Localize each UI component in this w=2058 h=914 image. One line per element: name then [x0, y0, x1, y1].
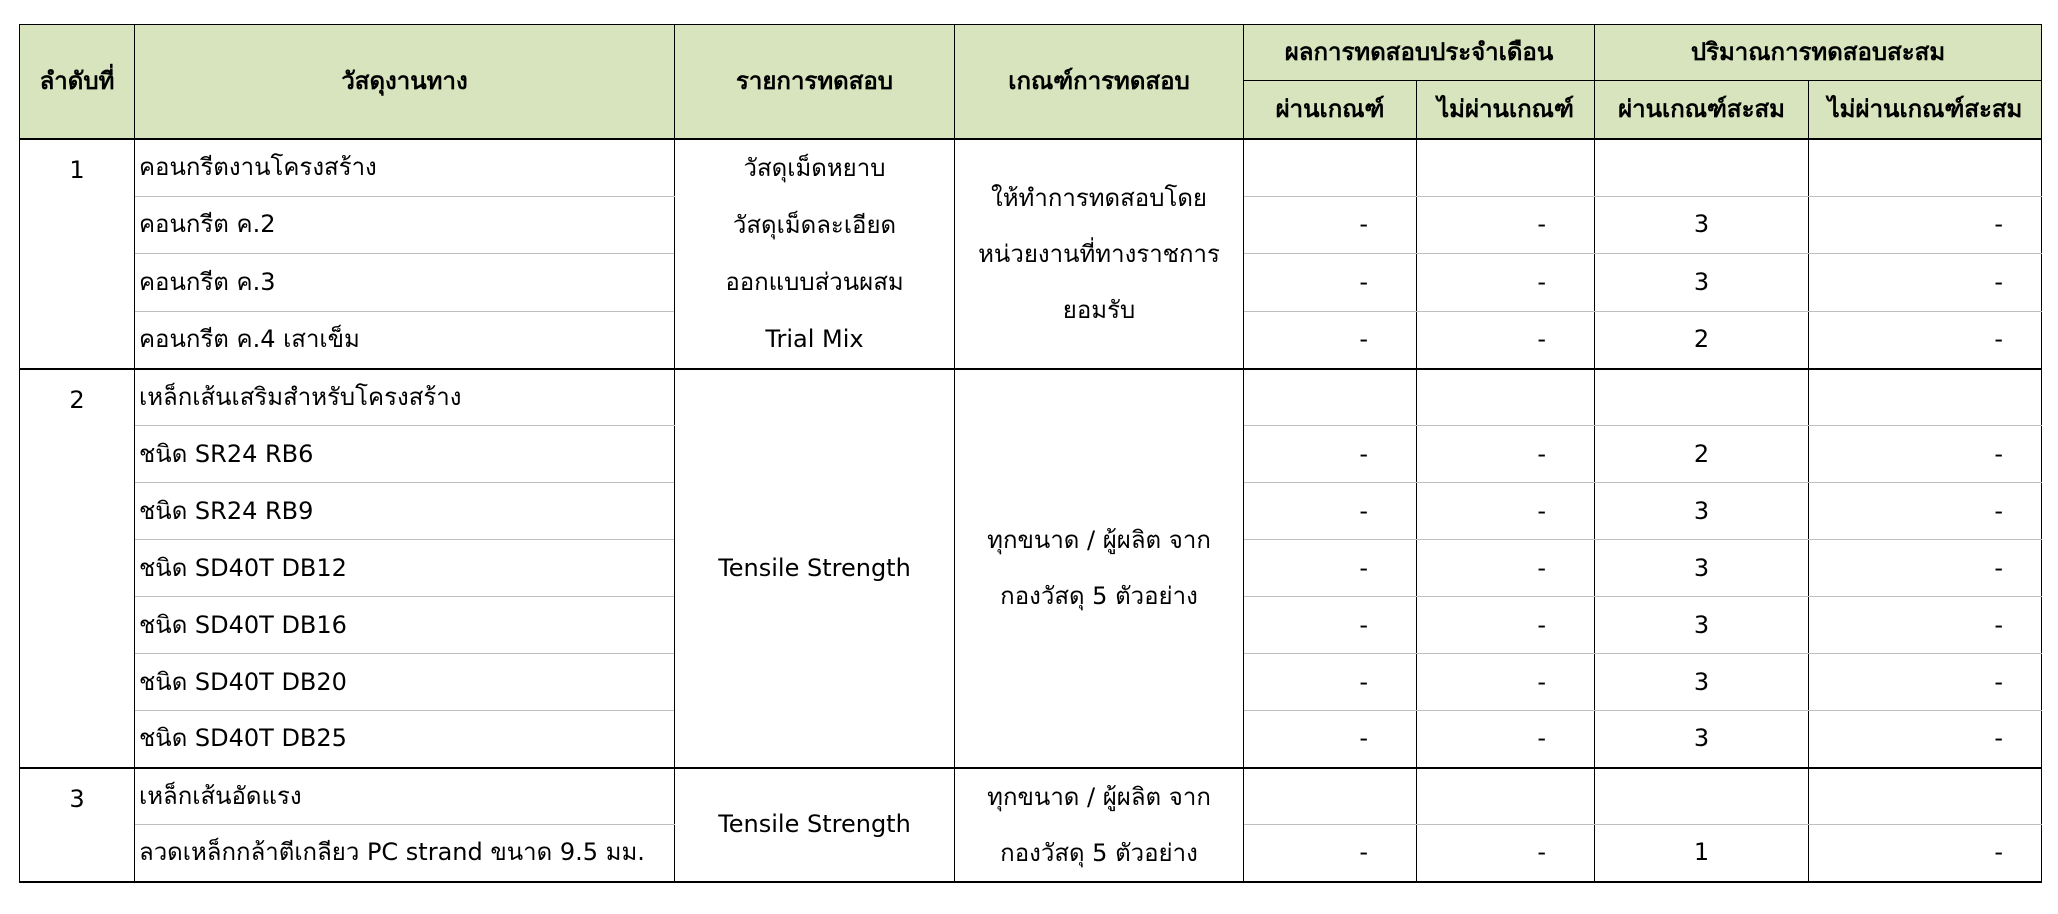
fail-value: -	[1417, 483, 1595, 540]
table-row	[20, 369, 2042, 426]
table-row	[20, 768, 2042, 825]
fail-cumulative-value: -	[1809, 196, 2042, 254]
fail-value: -	[1417, 311, 1595, 369]
header-fail-cumulative: ไม่ผ่านเกณฑ์สะสม	[1809, 81, 2042, 139]
pass-cumulative-value: 3	[1595, 483, 1809, 540]
pass-cumulative-value: 3	[1595, 654, 1809, 711]
pass-cumulative-value: 3	[1595, 711, 1809, 768]
material-name: คอนกรีต ค.3	[135, 254, 675, 312]
fail-value: -	[1417, 426, 1595, 483]
fail-cumulative-value: -	[1809, 540, 2042, 597]
test-item-line: Tensile Strength	[718, 810, 911, 839]
criteria-line: กองวัสดุ 5 ตัวอย่าง	[1000, 838, 1198, 867]
pass-cumulative-value: 2	[1595, 426, 1809, 483]
criteria-line: ยอมรับ	[1062, 295, 1136, 324]
criteria-line: ทุกขนาด / ผู้ผลิต จาก	[987, 526, 1211, 554]
fail-value: -	[1417, 711, 1595, 768]
pass-value: -	[1244, 196, 1417, 254]
fail-cumulative-value: -	[1809, 483, 2042, 540]
material-name: ชนิด SR24 RB6	[135, 426, 675, 483]
fail-value: -	[1417, 196, 1595, 254]
material-name: ชนิด SD40T DB25	[135, 711, 675, 768]
table-body	[20, 139, 2042, 882]
test-item-line: วัสดุเม็ดละเอียด	[732, 210, 897, 239]
table-header	[20, 25, 2042, 139]
test-item-cell	[675, 139, 955, 369]
header-no: ลำดับที่	[20, 25, 135, 139]
fail-cumulative-value: -	[1809, 254, 2042, 312]
fail-value: -	[1417, 540, 1595, 597]
fail-cumulative-value: -	[1809, 654, 2042, 711]
pass-value: -	[1244, 254, 1417, 312]
criteria-cell	[955, 139, 1244, 369]
pass-value: -	[1244, 426, 1417, 483]
pass-value: -	[1244, 311, 1417, 369]
criteria-cell	[955, 768, 1244, 882]
test-item-line: Trial Mix	[765, 324, 864, 353]
pass-value: -	[1244, 483, 1417, 540]
fail-cumulative-value: -	[1809, 597, 2042, 654]
test-item-cell	[675, 768, 955, 882]
fail-cumulative-value: -	[1809, 426, 2042, 483]
header-criteria: เกณฑ์การทดสอบ	[955, 25, 1244, 139]
pass-value: -	[1244, 540, 1417, 597]
criteria-line: หน่วยงานที่ทางราชการ	[978, 239, 1220, 268]
material-name: ชนิด SD40T DB16	[135, 597, 675, 654]
criteria-cell	[955, 369, 1244, 768]
header-monthly-result: ผลการทดสอบประจำเดือน	[1244, 25, 1595, 81]
fail-value: -	[1417, 825, 1595, 882]
material-name: คอนกรีต ค.2	[135, 196, 675, 254]
header-cumulative: ปริมาณการทดสอบสะสม	[1595, 25, 2042, 81]
group-number: 1	[20, 139, 135, 369]
criteria-line: ให้ทำการทดสอบโดย	[991, 183, 1207, 212]
pass-value: -	[1244, 711, 1417, 768]
pass-value: -	[1244, 654, 1417, 711]
pass-cumulative-value: 3	[1595, 540, 1809, 597]
test-results-table	[19, 24, 2042, 883]
pass-cumulative-value: 3	[1595, 196, 1809, 254]
pass-cumulative-value: 3	[1595, 254, 1809, 312]
criteria-line: กองวัสดุ 5 ตัวอย่าง	[1000, 582, 1198, 610]
fail-value: -	[1417, 654, 1595, 711]
group-number: 3	[20, 768, 135, 882]
pass-cumulative-value: 3	[1595, 597, 1809, 654]
pass-cumulative-value: 1	[1595, 825, 1809, 882]
material-name: ชนิด SD40T DB20	[135, 654, 675, 711]
fail-value: -	[1417, 597, 1595, 654]
table-row	[20, 139, 2042, 197]
group-title: เหล็กเส้นอัดแรง	[135, 768, 675, 825]
test-item-line: วัสดุเม็ดหยาบ	[743, 153, 886, 182]
header-test-item: รายการทดสอบ	[675, 25, 955, 139]
material-name: ลวดเหล็กกล้าตีเกลียว PC strand ขนาด 9.5 มม.	[135, 825, 675, 882]
group-number: 2	[20, 369, 135, 768]
test-item-line: Tensile Strength	[718, 553, 911, 582]
group-title: เหล็กเส้นเสริมสำหรับโครงสร้าง	[135, 369, 675, 426]
material-name: ชนิด SD40T DB12	[135, 540, 675, 597]
fail-cumulative-value: -	[1809, 311, 2042, 369]
pass-cumulative-value: 2	[1595, 311, 1809, 369]
fail-value: -	[1417, 254, 1595, 312]
fail-cumulative-value: -	[1809, 825, 2042, 882]
material-name: คอนกรีต ค.4 เสาเข็ม	[135, 311, 675, 369]
pass-value: -	[1244, 597, 1417, 654]
header-pass-cumulative: ผ่านเกณฑ์สะสม	[1595, 81, 1809, 139]
header-fail: ไม่ผ่านเกณฑ์	[1417, 81, 1595, 139]
test-item-line: ออกแบบส่วนผสม	[725, 267, 904, 296]
group-title: คอนกรีตงานโครงสร้าง	[135, 139, 675, 197]
header-material: วัสดุงานทาง	[135, 25, 675, 139]
material-name: ชนิด SR24 RB9	[135, 483, 675, 540]
criteria-line: ทุกขนาด / ผู้ผลิต จาก	[987, 782, 1211, 811]
pass-value: -	[1244, 825, 1417, 882]
test-item-cell	[675, 369, 955, 768]
header-pass: ผ่านเกณฑ์	[1244, 81, 1417, 139]
fail-cumulative-value: -	[1809, 711, 2042, 768]
